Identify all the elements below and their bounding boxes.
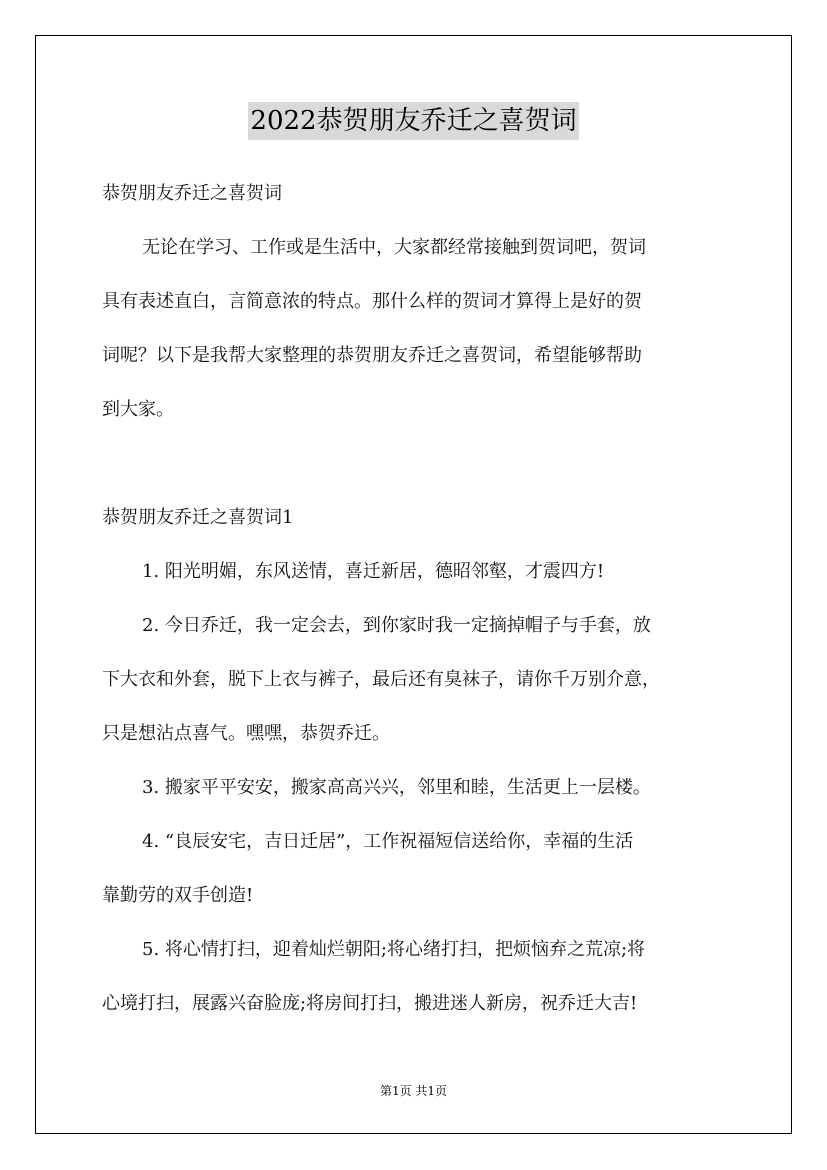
list-item-line: 只是想沾点喜气。嘿嘿，恭贺乔迁。 <box>102 723 390 744</box>
title-wrap <box>0 102 827 140</box>
list-item-line: 下大衣和外套，脱下上衣与裤子，最后还有臭袜子，请你千万别介意， <box>102 669 660 690</box>
list-item-line: 1. 阳光明媚，东风送情，喜迁新居，德昭邻壑，才震四方! <box>142 561 605 582</box>
list-item-line: 心境打扫，展露兴奋脸庞;将房间打扫，搬进迷人新房，祝乔迁大吉! <box>102 993 638 1014</box>
intro-line: 无论在学习、工作或是生活中，大家都经常接触到贺词吧，贺词 <box>142 237 646 258</box>
document-title: 2022恭贺朋友乔迁之喜贺词 <box>248 102 578 140</box>
list-item-line: 4. “良辰安宅，吉日迁居”，工作祝福短信送给你，幸福的生活 <box>142 831 634 852</box>
section-heading: 恭贺朋友乔迁之喜贺词1 <box>102 507 294 528</box>
intro-line: 词呢？以下是我帮大家整理的恭贺朋友乔迁之喜贺词，希望能够帮助 <box>102 345 642 366</box>
intro-line: 到大家。 <box>102 399 174 420</box>
list-item-line: 3. 搬家平平安安，搬家高高兴兴，邻里和睦，生活更上一层楼。 <box>142 777 651 798</box>
list-item-line: 靠勤劳的双手创造! <box>102 885 254 906</box>
list-item-line: 2. 今日乔迁，我一定会去，到你家时我一定摘掉帽子与手套，放 <box>142 615 651 636</box>
page-footer: 第1页 共1页 <box>379 1084 448 1098</box>
intro-line: 具有表述直白，言简意浓的特点。那什么样的贺词才算得上是好的贺 <box>102 291 642 312</box>
subtitle: 恭贺朋友乔迁之喜贺词 <box>102 183 282 204</box>
list-item-line: 5. 将心情打扫，迎着灿烂朝阳;将心绪打扫，把烦恼弃之荒凉;将 <box>142 939 646 960</box>
